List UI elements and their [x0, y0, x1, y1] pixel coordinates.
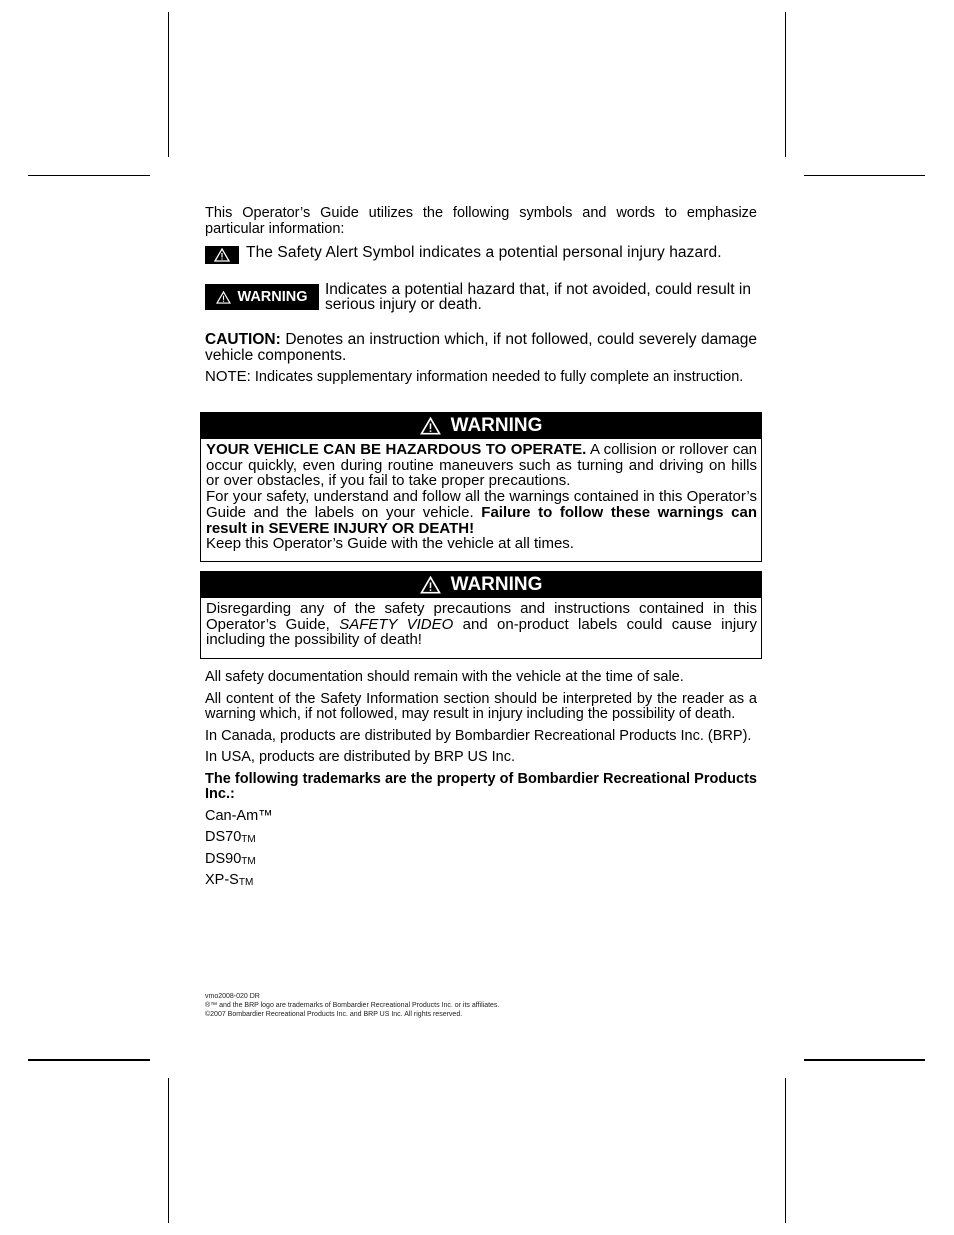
info-paragraph: All content of the Safety Information section should be interpreted by the reader as a warning which, if not followed, may result in injury including the possibility of death.	[205, 690, 757, 722]
warning-paragraph	[206, 489, 757, 536]
crop-mark	[28, 175, 150, 176]
warning-box-body	[201, 598, 761, 652]
footer	[205, 992, 499, 1019]
caution-text: Denotes an instruction which, if not followed, could severely damage vehicle components.	[205, 331, 757, 364]
trademark-name: DS90	[205, 850, 242, 867]
info-paragraph: All safety documentation should remain with the vehicle at the time of sale.	[205, 669, 684, 685]
warning-box-header	[201, 572, 761, 598]
info-paragraph: In USA, products are distributed by BRP US Inc.	[205, 749, 516, 765]
safety-alert-symbol	[205, 246, 239, 264]
trademark-item: Can-Am™	[205, 807, 273, 824]
warning-paragraph	[206, 442, 757, 489]
warning-paragraph: Keep this Operator’s Guide with the vehicle at all times.	[206, 535, 574, 553]
footer-line: ©2007 Bombardier Recreational Products Inc. and BRP US Inc. All rights reserved.	[205, 1011, 463, 1018]
warning-definition-text: Indicates a potential hazard that, if not avoided, could result in serious injury or death.	[325, 281, 751, 313]
trademark-name: XP-S	[205, 872, 239, 888]
caution-label: CAUTION:	[205, 331, 281, 348]
safety-alert-row	[205, 245, 757, 264]
note-paragraph	[205, 369, 757, 386]
trademark-item	[205, 852, 757, 868]
info-paragraph: In Canada, products are distributed by Bombardier Recreational Products Inc. (BRP).	[205, 727, 752, 744]
safety-alert-text: The Safety Alert Symbol indicates a potential personal injury hazard.	[246, 244, 722, 261]
crop-mark	[804, 175, 925, 176]
tm-mark: TM	[241, 834, 256, 845]
warning-badge-label: WARNING	[237, 289, 308, 305]
warning-text: Disregarding any of the safety precautions and instructions contained in this Operator’s Guide,	[206, 600, 757, 633]
warning-box-header	[201, 413, 761, 439]
crop-mark	[28, 1059, 150, 1061]
trademark-name: DS70	[205, 829, 242, 845]
warning-definition-row	[205, 282, 757, 312]
crop-mark	[168, 12, 169, 157]
tm-mark: TM	[241, 855, 256, 867]
trademark-item	[205, 830, 757, 846]
crop-mark	[804, 1059, 925, 1061]
crop-mark	[168, 1078, 169, 1223]
main-content	[205, 206, 757, 386]
trademarks-heading: The following trademarks are the property of Bombardier Recreational Products Inc.:	[205, 770, 757, 802]
warning-bold-text: Failure to follow these warnings can result in SEVERE INJURY OR DEATH!	[206, 503, 757, 537]
warning-triangle-icon	[214, 248, 230, 262]
warning-text: and on-product labels could cause injury including the possibility of death!	[206, 615, 758, 649]
warning-text: For your safety, understand and follow all the warnings contained in this Operator’s Guide and the labels on your vehicle.	[206, 488, 757, 521]
warning-badge	[205, 284, 319, 310]
footer-line: ®™ and the BRP logo are trademarks of Bombardier Recreational Products Inc. or its affiliates.	[205, 1002, 500, 1009]
warning-box-1	[200, 412, 762, 562]
warning-box-2	[200, 571, 762, 659]
note-label: NOTE:	[205, 368, 251, 385]
footer-line: vmo2008-020 DR	[205, 993, 260, 1000]
warning-paragraph	[206, 601, 757, 648]
warning-triangle-icon	[420, 417, 441, 435]
crop-mark	[785, 1078, 786, 1223]
warning-lead-text: A collision or rollover can occur quickly, even during routine maneuvers such as turning and driving on hills or over obstacles, if you fail to take proper precautions.	[206, 441, 758, 490]
crop-mark	[785, 12, 786, 157]
info-paragraphs	[205, 670, 757, 895]
warning-box-title: WARNING	[450, 415, 543, 436]
caution-paragraph	[205, 332, 757, 364]
warning-italic-text: SAFETY VIDEO	[339, 615, 454, 633]
note-text: Indicates supplementary information needed to fully complete an instruction.	[250, 369, 744, 385]
warning-box-title: WARNING	[450, 574, 543, 595]
tm-mark: TM	[238, 877, 254, 888]
warning-lead-bold: YOUR VEHICLE CAN BE HAZARDOUS TO OPERATE.	[206, 441, 587, 458]
warning-box-body	[201, 439, 761, 556]
intro-text: This Operator’s Guide utilizes the following symbols and words to emphasize particular information:	[205, 205, 757, 237]
warning-triangle-icon	[216, 291, 231, 304]
trademark-item	[205, 873, 757, 889]
warning-triangle-icon	[420, 576, 441, 594]
